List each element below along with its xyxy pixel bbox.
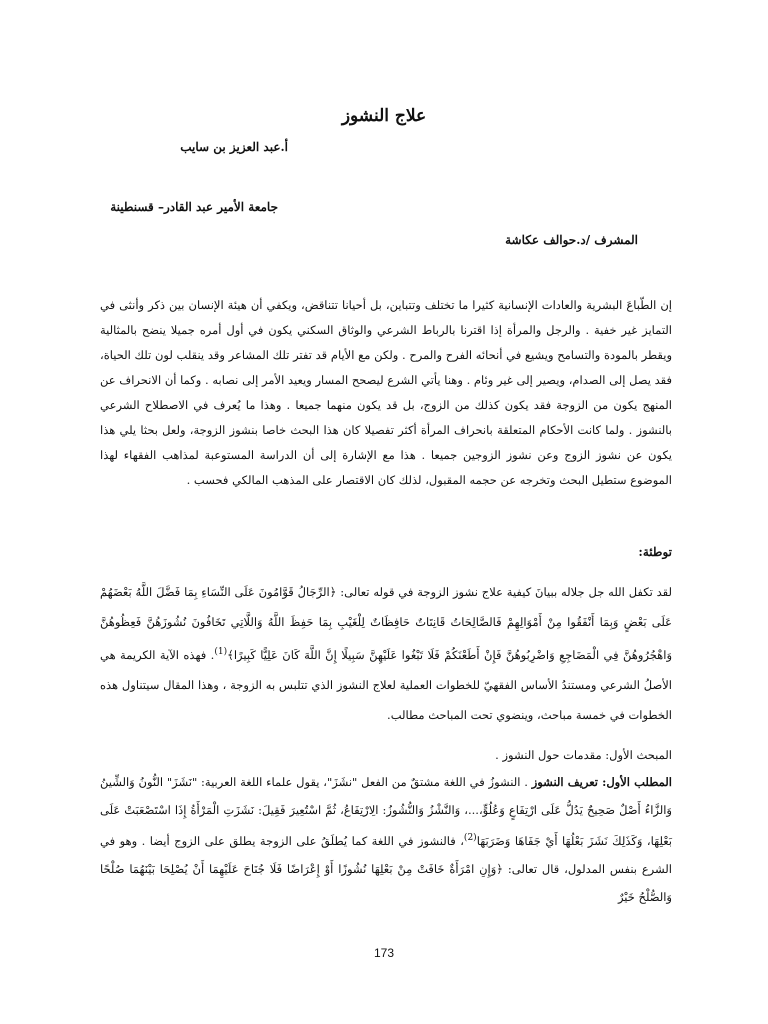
author-name: أ.عبد العزيز بن سايب bbox=[180, 140, 288, 154]
supervisor-name: المشرف /د.حوالف عكاشة bbox=[505, 233, 638, 247]
section-title: المبحث الأول: مقدمات حول النشوز . bbox=[495, 748, 672, 762]
subsection-text-before: . النشوزُ في اللغة مشتقٌ من الفعل "نشَزَ"، يقول علماء اللغة العربية: "نَشَزَ" النُّونُ وَالشِّينُ وَالزَّاءُ أَصْلٌ صَحِيحٌ يَدُلُّ عَلَى ارْتِفَاعٍ وَعُلُوٍّ،...، وَالنَّشْزُ وَالنُّشُوزُ: الِارْتِفَاعُ، ثُمَّ اسْتُعِيرَ فَقِيلَ: نَشَزَتِ الْمَرْأَةُ إِذَا اسْتَصْعَبَتْ عَلَى بَعْلِهَا، وَكَذَلِكَ نَشَزَ بَعْلُهَا أَيْ جَفَاهَا وَضَرَبَهَا bbox=[100, 775, 673, 848]
subsection-text-after: ، فالنشوز في اللغة كما يُطلَقُ على الزوجة يطلق على الزوج أيضا . وهو في الشرع بنفس المدلول، قال تعالى: ﴿وَإِنِ امْرَأَةٌ خَافَتْ مِنْ بَعْلِهَا نُشُوزًا أَوْ إِعْرَاضًا فَلَا جُنَاحَ عَلَيْهِمَا أَنْ يُصْلِحَا بَيْنَهُمَا صُلْحًا وَالصُّلْحُ خَيْرٌ bbox=[100, 833, 672, 904]
article-title: علاج النشوز bbox=[341, 106, 427, 126]
notice-heading: توطئة: bbox=[638, 545, 672, 559]
intro-paragraph: إن الطّباعَ البشرية والعادات الإنسانية كثيرا ما تختلف وتتباين، بل أحيانا تتناقض، ويكفي أن هيئة الإنسان بين ذكر وأنثى في التمايز غير خفية . والرجل والمرأة إذا اقترنا بالرباط الشرعي والوثاق السكني يكون في أول أمره جميلا ينضح بالمثالية ويقطر بالمودة والتسامح ويشيع في أنحائه الفرح والمرح . ولكن مع الأيام قد تفتر تلك المشاعر وقد ينقلب لون تلك الحياة، فقد يصل إلى الصدام، ويصير إلى غير وئام . وهنا يأتي الشرع ليصحح المسار ويعيد الأمر إلى نصابه . وكما أن الانحراف عن المنهج يكون من الزوجة فقد يكون كذلك من الزوج، بل قد يكون منهما جميعا . وهذا ما يُعرف في الاصطلاح الشرعي بالنشوز . ولما كانت الأحكام المتعلقة بانحراف المرأة أكثر تفصيلا كان هذا البحث خاصا بنشوز الزوجة، ولعل بحثا يلي هذا يكون عن نشوز الزوج وعن نشوز الزوجين جميعا . هذا مع الإشارة إلى أن الدراسة المستوعبة لمذاهب الفقهاء لهذا الموضوع ستطيل البحث وتخرجه عن حجمه المقبول، لذلك كان الاقتصار على المذهب المالكي فحسب . bbox=[100, 298, 672, 487]
notice-text-after: . فهذه الآية الكريمة هي الأصلُ الشرعي ومستندُ الأساس الفقهيّ للخطوات العملية لعلاج النشوز الذي تتلبس به الزوجة ، وهذا المقال سيتناول هذه الخطوات في خمسة مباحث، وينضوي تحت المباحث مطالب. bbox=[100, 647, 672, 722]
page-number: 173 bbox=[373, 946, 395, 960]
footnote-ref-2[interactable]: (2) bbox=[463, 833, 477, 843]
university-affiliation: جامعة الأمير عبد القادر– قسنطينة bbox=[110, 200, 278, 214]
notice-text-before: لقد تكفل الله جل جلاله ببيانَ كيفية علاج نشوز الزوجة في قوله تعالى: ﴿الرِّجَالُ قَوَّامُونَ عَلَى النِّسَاءِ بِمَا فَضَّلَ اللَّهُ بَعْضَهُمْ عَلَى بَعْضٍ وَبِمَا أَنْفَقُوا مِنْ أَمْوَالِهِمْ فَالصَّالِحَاتُ قَانِتَاتٌ حَافِظَاتٌ لِلْغَيْبِ بِمَا حَفِظَ اللَّهُ وَاللَّاتِي تَخَافُونَ نُشُوزَهُنَّ فَعِظُوهُنَّ وَاهْجُرُوهُنَّ فِي الْمَضَاجِعِ وَاضْرِبُوهُنَّ فَإِنْ أَطَعْنَكُمْ فَلَا تَبْغُوا عَلَيْهِنَّ سَبِيلًا إِنَّ اللَّهَ كَانَ عَلِيًّا كَبِيرًا﴾ bbox=[100, 585, 672, 662]
subsection-heading: المطلب الأول: تعريف النشوز bbox=[531, 775, 673, 789]
footnote-ref-1[interactable]: (1) bbox=[214, 647, 228, 657]
notice-paragraph bbox=[100, 577, 672, 730]
subsection-paragraph bbox=[100, 768, 672, 911]
